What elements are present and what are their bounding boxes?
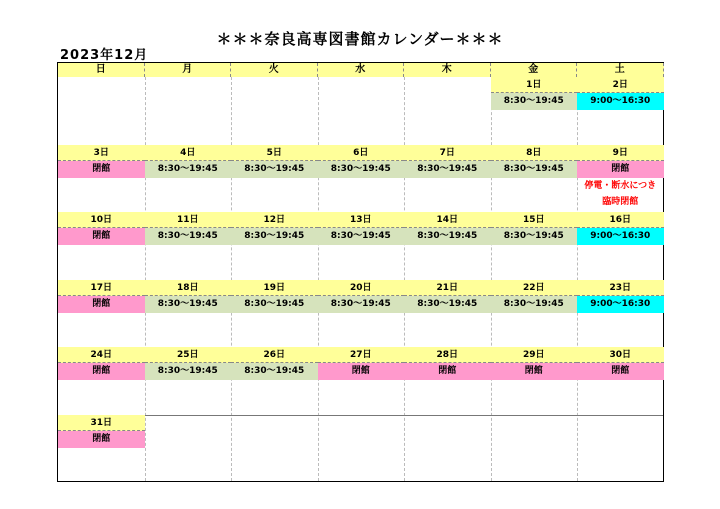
opening-hours: 8:30～19:45: [404, 161, 491, 178]
weekday-header: 火: [231, 63, 318, 77]
opening-hours: 閉館: [491, 363, 578, 380]
column-divider: [491, 77, 492, 481]
day-number: 8日: [491, 145, 578, 161]
opening-hours: 8:30～19:45: [404, 228, 491, 245]
day-number: 15日: [491, 212, 578, 228]
day-number: 3日: [58, 145, 145, 161]
day-number: 9日: [577, 145, 664, 161]
day-number: 6日: [318, 145, 405, 161]
weekday-header: 日: [58, 63, 145, 77]
opening-hours: 8:30～19:45: [145, 228, 232, 245]
opening-hours: 8:30～19:45: [145, 161, 232, 178]
opening-hours: 8:30～19:45: [231, 228, 318, 245]
day-number: 21日: [404, 280, 491, 296]
calendar-title: ＊＊＊奈良高専図書館カレンダー＊＊＊: [216, 30, 504, 48]
opening-hours: 8:30～19:45: [318, 228, 405, 245]
opening-hours: 8:30～19:45: [491, 161, 578, 178]
opening-hours: 8:30～19:45: [491, 93, 578, 110]
opening-hours: 8:30～19:45: [231, 363, 318, 380]
opening-hours: 9:00～16:30: [577, 228, 664, 245]
opening-hours: 閉館: [577, 363, 664, 380]
day-number: 18日: [145, 280, 232, 296]
column-divider: [318, 77, 319, 481]
opening-hours: 8:30～19:45: [491, 228, 578, 245]
opening-hours: 閉館: [58, 296, 145, 313]
day-number: 28日: [404, 347, 491, 363]
weekday-header: 水: [318, 63, 405, 77]
opening-hours: 閉館: [58, 363, 145, 380]
day-number: 4日: [145, 145, 232, 161]
day-number: 11日: [145, 212, 232, 228]
day-number: 13日: [318, 212, 405, 228]
day-number: 25日: [145, 347, 232, 363]
day-number: 14日: [404, 212, 491, 228]
day-number: 2日: [577, 77, 664, 93]
closure-note: 停電・断水につき: [584, 181, 657, 191]
weekday-header: 土: [577, 63, 664, 77]
day-number: 22日: [491, 280, 578, 296]
opening-hours: 9:00～16:30: [577, 296, 664, 313]
day-number: 16日: [577, 212, 664, 228]
week-divider: [58, 415, 663, 416]
day-number: 29日: [491, 347, 578, 363]
opening-hours: 閉館: [58, 228, 145, 245]
day-number: 26日: [231, 347, 318, 363]
opening-hours: 8:30～19:45: [404, 296, 491, 313]
day-number: 5日: [231, 145, 318, 161]
day-number: 19日: [231, 280, 318, 296]
day-number: 24日: [58, 347, 145, 363]
opening-hours: 閉館: [58, 161, 145, 178]
weekday-header: 月: [145, 63, 232, 77]
column-divider: [145, 77, 146, 481]
calendar-grid: [57, 62, 664, 482]
month-label: 2023年12月: [60, 48, 149, 63]
opening-hours: 9:00～16:30: [577, 93, 664, 110]
column-divider: [231, 77, 232, 481]
opening-hours: 8:30～19:45: [318, 296, 405, 313]
day-number: 30日: [577, 347, 664, 363]
opening-hours: 8:30～19:45: [145, 296, 232, 313]
opening-hours: 閉館: [404, 363, 491, 380]
opening-hours: 8:30～19:45: [318, 161, 405, 178]
column-divider: [404, 77, 405, 481]
column-divider: [577, 77, 578, 481]
day-number: 27日: [318, 347, 405, 363]
day-number: 23日: [577, 280, 664, 296]
opening-hours: 8:30～19:45: [491, 296, 578, 313]
opening-hours: 8:30～19:45: [231, 161, 318, 178]
closure-note: 臨時閉館: [602, 197, 639, 207]
day-number: 12日: [231, 212, 318, 228]
day-number: 20日: [318, 280, 405, 296]
opening-hours: 閉館: [58, 431, 145, 448]
weekday-header: 木: [404, 63, 491, 77]
day-number: 7日: [404, 145, 491, 161]
day-number: 31日: [58, 415, 145, 431]
opening-hours: 8:30～19:45: [231, 296, 318, 313]
weekday-header: 金: [491, 63, 578, 77]
day-number: 1日: [491, 77, 578, 93]
opening-hours: 8:30～19:45: [145, 363, 232, 380]
day-number: 17日: [58, 280, 145, 296]
day-number: 10日: [58, 212, 145, 228]
opening-hours: 閉館: [577, 161, 664, 178]
opening-hours: 閉館: [318, 363, 405, 380]
